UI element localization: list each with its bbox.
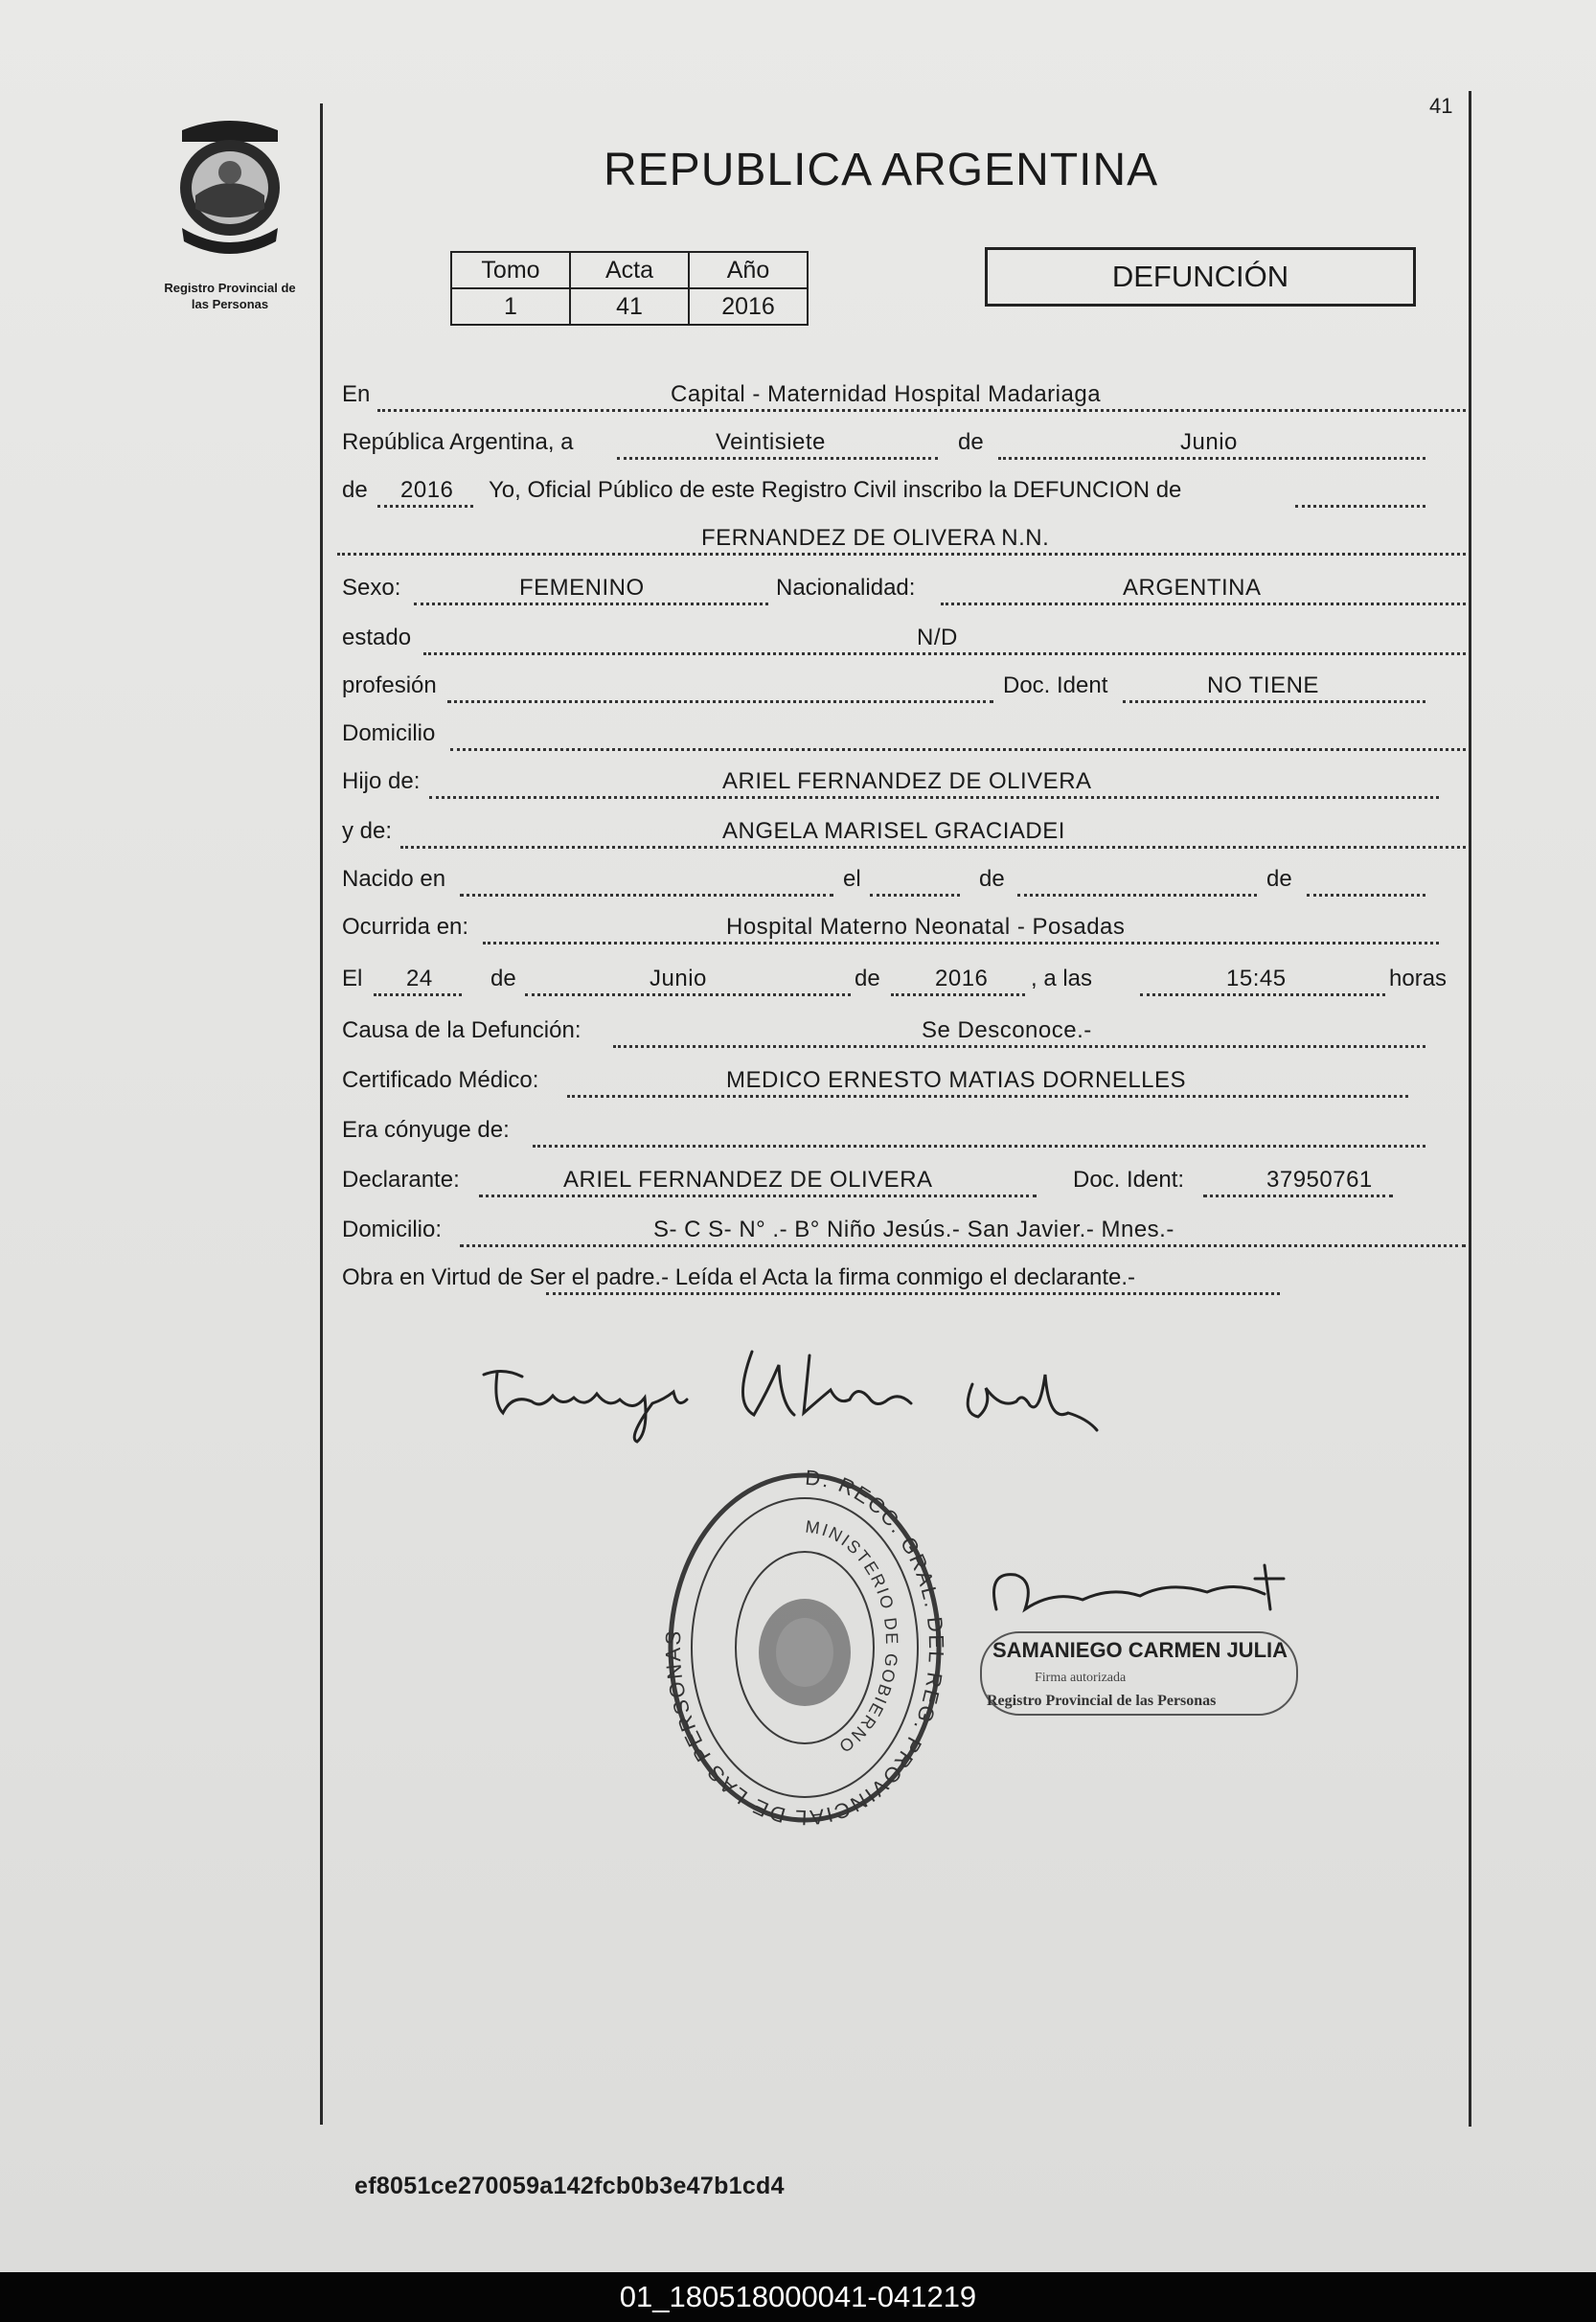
doc-ident-value: NO TIENE bbox=[1207, 672, 1319, 698]
document-type-box: DEFUNCIÓN bbox=[985, 247, 1416, 307]
anio-value: 2016 bbox=[400, 477, 454, 503]
profesion-label: profesión bbox=[342, 672, 437, 698]
row-conyuge bbox=[337, 1109, 1466, 1148]
logo-caption bbox=[134, 280, 326, 312]
table-header-row bbox=[451, 252, 808, 288]
seal-outer-text: D. RECC. GRAL. DEL REG. PROVINCIAL DE LAS PERSONAS bbox=[660, 1465, 949, 1830]
nacionalidad-value: ARGENTINA bbox=[1123, 575, 1262, 601]
domicilio2-value: S- C S- N° .- B° Niño Jesús.- San Javier.- Mnes.- bbox=[653, 1217, 1174, 1242]
nacido-label: Nacido en bbox=[342, 866, 446, 892]
de-label-a: de bbox=[979, 866, 1005, 892]
causa-label: Causa de la Defunción: bbox=[342, 1017, 581, 1043]
anio2-value: 2016 bbox=[935, 966, 989, 991]
obra-line bbox=[546, 1263, 1280, 1295]
logo-caption-line1: Registro Provincial de bbox=[164, 281, 296, 295]
sexo-label: Sexo: bbox=[342, 575, 401, 601]
de4-label: de bbox=[855, 966, 880, 991]
row-yo bbox=[337, 469, 1466, 508]
certificado-label: Certificado Médico: bbox=[342, 1067, 539, 1093]
stamp-name: SAMANIEGO CARMEN JULIA bbox=[992, 1638, 1288, 1662]
yde-label: y de: bbox=[342, 818, 393, 844]
row-en bbox=[337, 374, 1466, 412]
estado-label: estado bbox=[342, 625, 412, 650]
nacido-line bbox=[460, 861, 833, 897]
declarante-label: Declarante: bbox=[342, 1167, 460, 1193]
row-certificado bbox=[337, 1059, 1466, 1098]
certificado-value: MEDICO ERNESTO MATIAS DORNELLES bbox=[726, 1067, 1187, 1093]
seal-inner-text: MINISTERIO DE GOBIERNO bbox=[804, 1516, 902, 1758]
yo-end-line bbox=[1295, 472, 1425, 508]
province-emblem-logo bbox=[153, 113, 307, 257]
anio-value: 2016 bbox=[689, 288, 808, 325]
dia2-value: 24 bbox=[406, 966, 433, 991]
anio-header: Año bbox=[689, 252, 808, 288]
obra-text: Obra en Virtud de Ser el padre.- Leída el Acta la firma conmigo el declarante.- bbox=[342, 1264, 1136, 1290]
row-profesion bbox=[337, 665, 1466, 703]
ocurrida-label: Ocurrida en: bbox=[342, 914, 469, 940]
domicilio-label: Domicilio bbox=[342, 720, 436, 746]
yo-text: Yo, Oficial Público de este Registro Civil inscribo la DEFUNCION de bbox=[489, 477, 1182, 503]
row-obra bbox=[337, 1257, 1466, 1295]
hijo-label: Hijo de: bbox=[342, 768, 421, 794]
el-label: el bbox=[843, 866, 861, 892]
en-label: En bbox=[342, 381, 371, 407]
en-value: Capital - Maternidad Hospital Madariaga bbox=[671, 381, 1102, 407]
el2-label: El bbox=[342, 966, 363, 991]
doc-ident2-value: 37950761 bbox=[1266, 1167, 1373, 1193]
row-fecha-defuncion bbox=[337, 958, 1466, 996]
row-nacido bbox=[337, 858, 1466, 897]
nombre-value: FERNANDEZ DE OLIVERA N.N. bbox=[701, 525, 1050, 551]
mes2-value: Junio bbox=[650, 966, 707, 991]
registrar-signature-stamp bbox=[977, 1552, 1312, 1724]
ocurrida-value: Hospital Materno Neonatal - Posadas bbox=[726, 914, 1126, 940]
tomo-acta-anio-table bbox=[450, 251, 809, 326]
de2-label: de bbox=[342, 477, 368, 503]
alas-label: , a las bbox=[1031, 966, 1093, 991]
horas-label: horas bbox=[1389, 966, 1448, 991]
right-margin-line bbox=[1469, 91, 1471, 2127]
document-hash: ef8051ce270059a142fcb0b3e47b1cd4 bbox=[354, 2173, 785, 2199]
estado-value: N/D bbox=[917, 625, 958, 650]
acta-header: Acta bbox=[570, 252, 689, 288]
mes-value: Junio bbox=[1180, 429, 1238, 455]
hijo-value: ARIEL FERNANDEZ DE OLIVERA bbox=[722, 768, 1092, 794]
nacido-anio-line bbox=[1307, 861, 1425, 897]
nacido-mes-line bbox=[1017, 861, 1257, 897]
row-ocurrida bbox=[337, 906, 1466, 945]
official-seal-stamp bbox=[651, 1456, 958, 1830]
logo-caption-line2: las Personas bbox=[191, 297, 269, 311]
row-domicilio2 bbox=[337, 1209, 1466, 1247]
row-hijo bbox=[337, 761, 1466, 799]
page-number: 41 bbox=[1429, 94, 1453, 118]
de3-label: de bbox=[490, 966, 516, 991]
stamp-role: Firma autorizada bbox=[1035, 1671, 1127, 1685]
row-fecha bbox=[337, 421, 1466, 460]
declarante-value: ARIEL FERNANDEZ DE OLIVERA bbox=[563, 1167, 933, 1193]
row-sexo bbox=[337, 567, 1466, 605]
row-causa bbox=[337, 1010, 1466, 1048]
row-yde bbox=[337, 810, 1466, 849]
table-value-row bbox=[451, 288, 808, 325]
acta-value: 41 bbox=[570, 288, 689, 325]
doc-ident2-label: Doc. Ident: bbox=[1073, 1167, 1185, 1193]
causa-value: Se Desconoce.- bbox=[922, 1017, 1092, 1043]
row-declarante bbox=[337, 1159, 1466, 1197]
de-label-b: de bbox=[1266, 866, 1292, 892]
doc-ident-label: Doc. Ident bbox=[1003, 672, 1108, 698]
domicilio2-label: Domicilio: bbox=[342, 1217, 443, 1242]
document-title: REPUBLICA ARGENTINA bbox=[604, 145, 1159, 195]
sexo-value: FEMENINO bbox=[519, 575, 645, 601]
declarant-signature bbox=[474, 1346, 1126, 1451]
domicilio-line bbox=[450, 716, 1466, 751]
file-id-footer: 01_180518000041-041219 bbox=[0, 2272, 1596, 2322]
hora-value: 15:45 bbox=[1226, 966, 1287, 991]
el-line bbox=[870, 861, 960, 897]
tomo-value: 1 bbox=[451, 288, 570, 325]
row-nombre bbox=[337, 517, 1466, 556]
dia-value: Veintisiete bbox=[716, 429, 826, 455]
row-domicilio bbox=[337, 713, 1466, 751]
de-label: de bbox=[958, 429, 984, 455]
yde-value: ANGELA MARISEL GRACIADEI bbox=[722, 818, 1065, 844]
tomo-header: Tomo bbox=[451, 252, 570, 288]
conyuge-line bbox=[533, 1112, 1425, 1148]
stamp-office: Registro Provincial de las Personas bbox=[987, 1693, 1217, 1709]
row-estado bbox=[337, 617, 1466, 655]
nacionalidad-label: Nacionalidad: bbox=[776, 575, 916, 601]
left-margin-line bbox=[320, 103, 323, 2125]
conyuge-label: Era cónyuge de: bbox=[342, 1117, 510, 1143]
republica-label: República Argentina, a bbox=[342, 429, 574, 455]
profesion-line bbox=[447, 668, 993, 703]
